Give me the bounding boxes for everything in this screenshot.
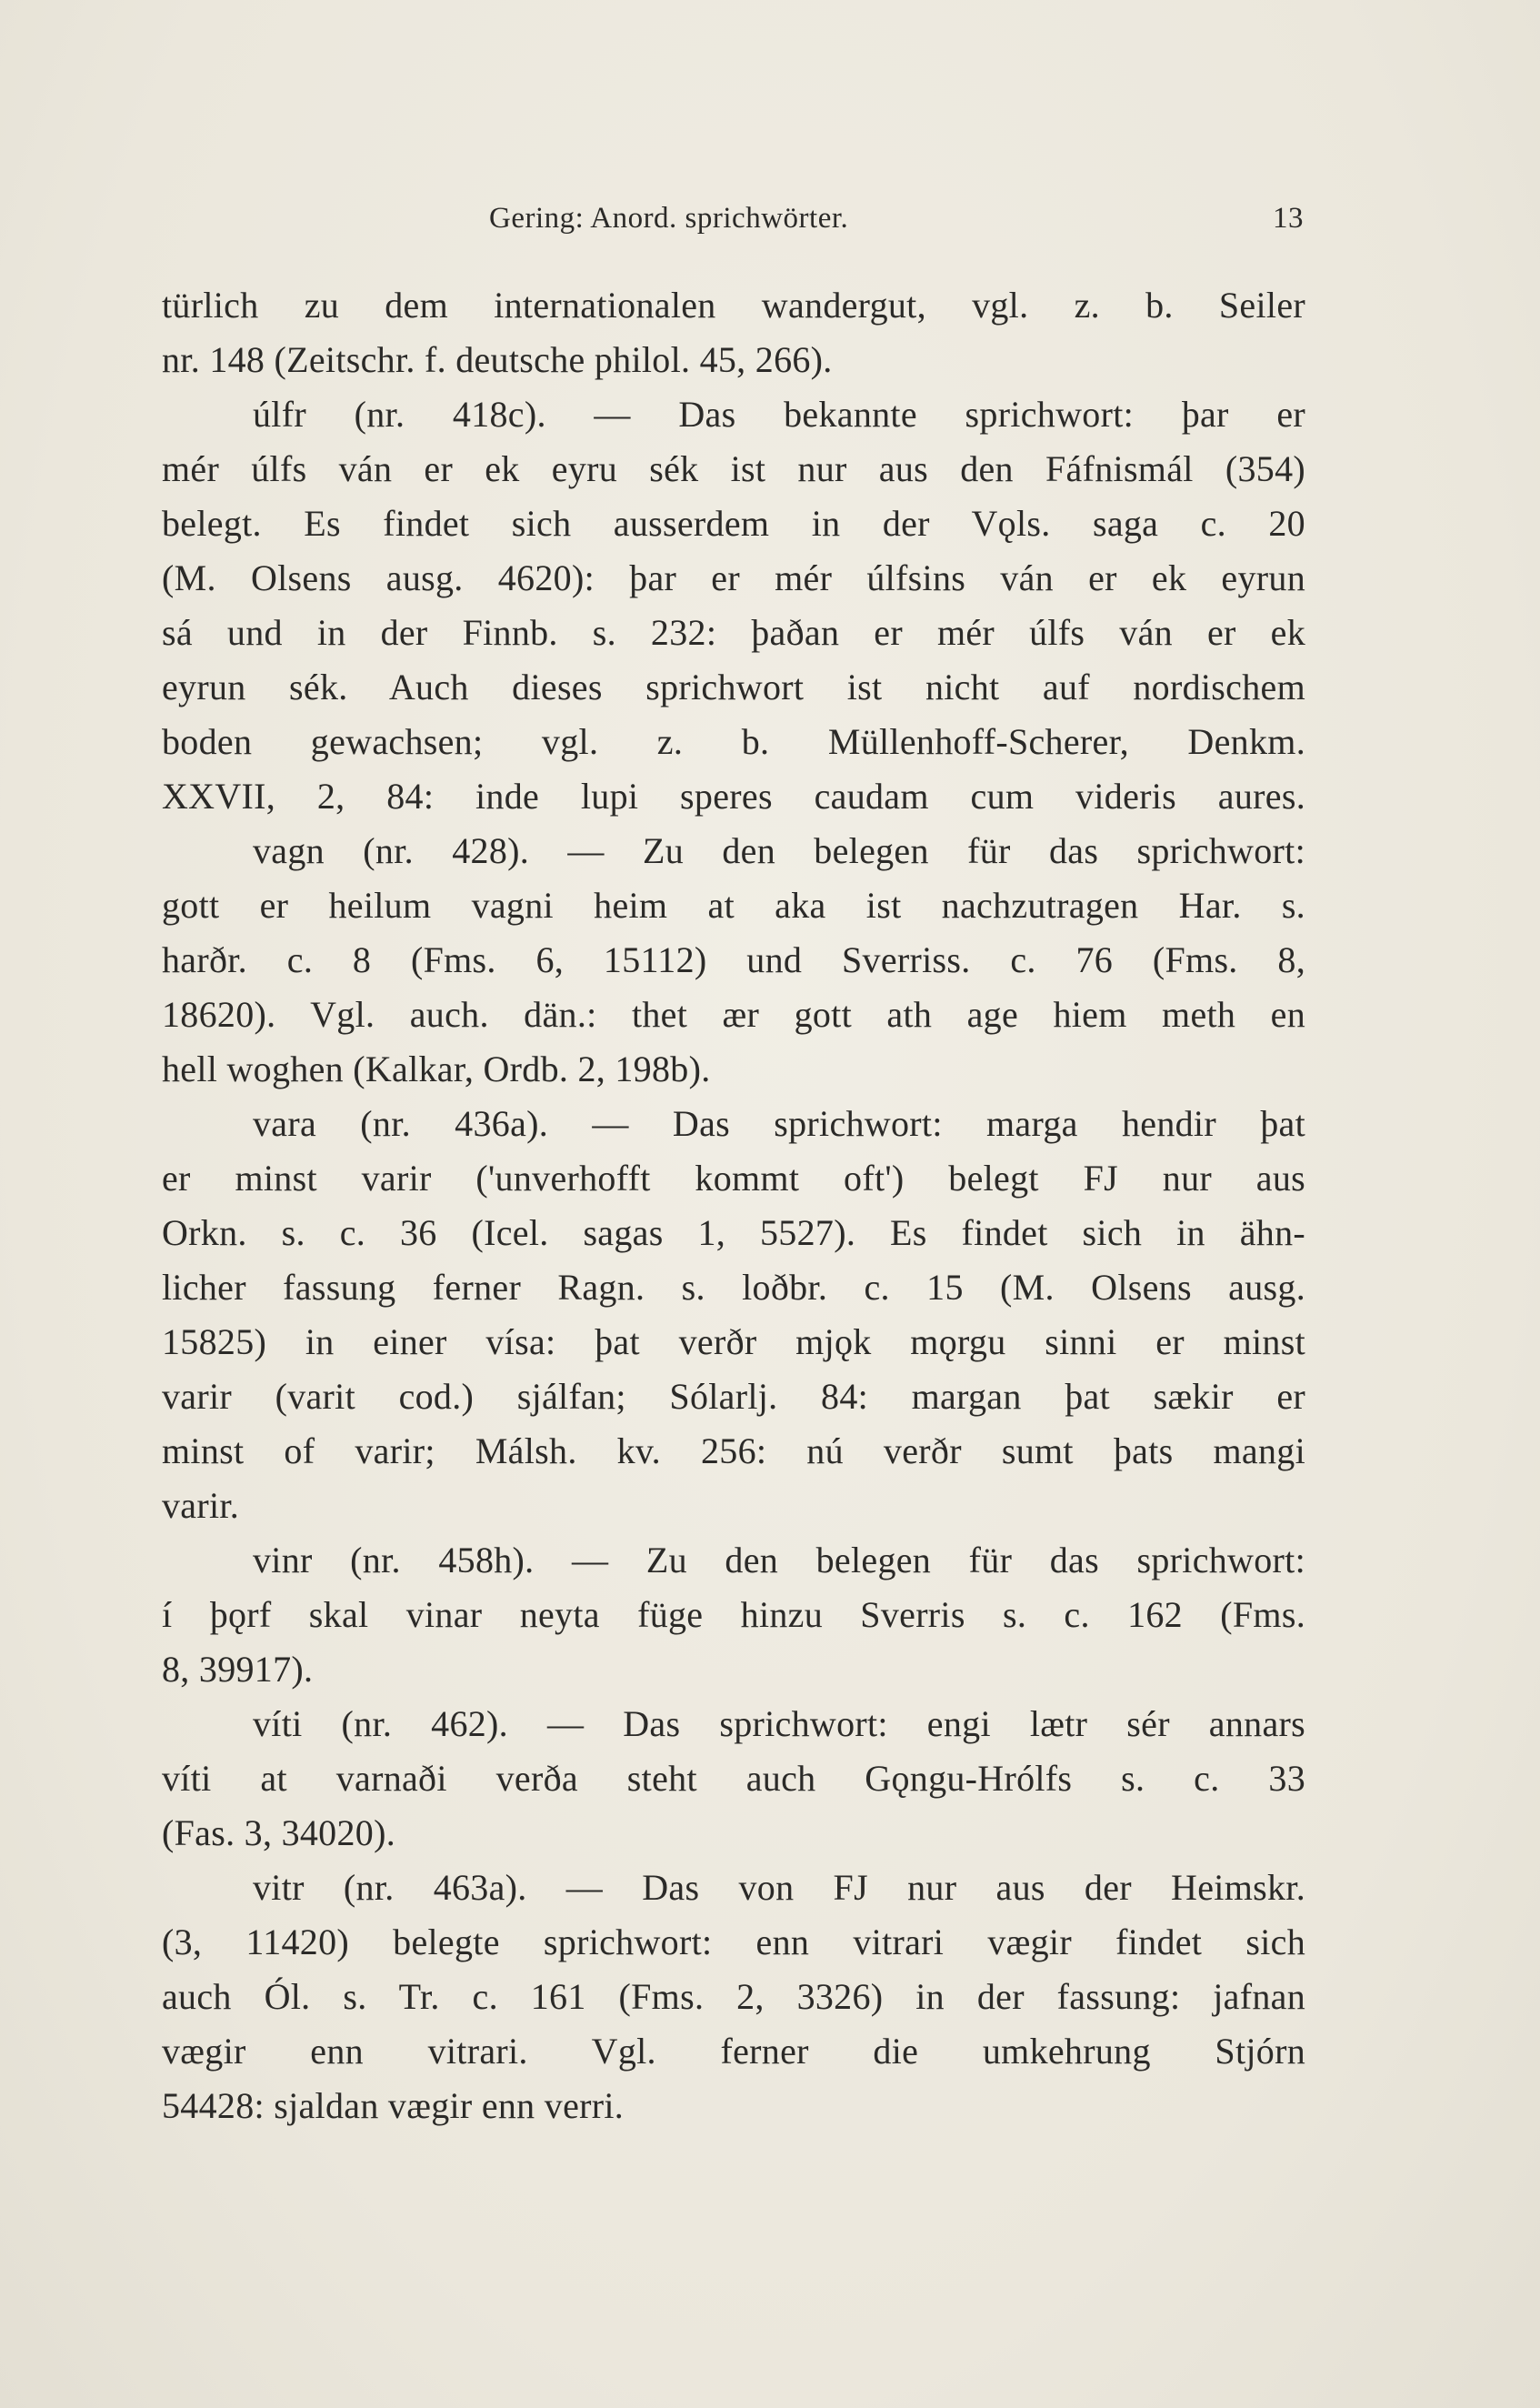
text-line: nr. 148 (Zeitschr. f. deutsche philol. 45, 266). (162, 339, 833, 380)
text-line: vægir enn vitrari. Vgl. ferner die umkehrung Stjórn (162, 2031, 1305, 2072)
text-line: 8, 39917). (162, 1649, 314, 1690)
text-line: varir (varit cod.) sjálfan; Sólarlj. 84: margan þat sækir er (162, 1376, 1305, 1417)
text-line: eyrun sék. Auch dieses sprichwort ist nicht auf nordischem (162, 667, 1305, 707)
text-line: (3, 11420) belegte sprichwort: enn vitrari vægir findet sich (162, 1921, 1305, 1962)
text-line: licher fassung ferner Ragn. s. loðbr. c. 15 (M. Olsens ausg. (162, 1267, 1305, 1308)
text-line: minst of varir; Málsh. kv. 256: nú verðr sumt þats mangi (162, 1430, 1305, 1471)
text-line: türlich zu dem internationalen wandergut, vgl. z. b. Seiler (162, 285, 1305, 326)
text-line: Orkn. s. c. 36 (Icel. sagas 1, 5527). Es findet sich in ähn- (162, 1212, 1305, 1253)
entry-vitr: vitr (nr. 463a). — Das von FJ nur aus der Heimskr. (253, 1867, 1305, 1908)
text-line: XXVII, 2, 84: inde lupi speres caudam cum videris aures. (162, 776, 1305, 817)
text-line: er minst varir ('unverhofft kommt oft') belegt FJ nur aus (162, 1158, 1305, 1199)
page-number: 13 (1273, 202, 1304, 235)
text-line: belegt. Es findet sich ausserdem in der Vǫls. saga c. 20 (162, 503, 1305, 544)
text-line: (M. Olsens ausg. 4620): þar er mér úlfsins ván er ek eyrun (162, 557, 1305, 598)
text-line: sá und in der Finnb. s. 232: þaðan er mér úlfs ván er ek (162, 612, 1305, 653)
text-line: 54428: sjaldan vægir enn verri. (162, 2085, 625, 2126)
running-head (162, 202, 1304, 247)
entry-vara: vara (nr. 436a). — Das sprichwort: marga hendir þat (253, 1103, 1305, 1144)
text-line: (Fas. 3, 34020). (162, 1812, 396, 1853)
text-line: hell woghen (Kalkar, Ordb. 2, 198b). (162, 1048, 711, 1089)
entry-vagn: vagn (nr. 428). — Zu den belegen für das sprichwort: (253, 830, 1305, 871)
text-line: í þǫrf skal vinar neyta füge hinzu Sverris s. c. 162 (Fms. (162, 1594, 1305, 1635)
text-line: varir. (162, 1485, 240, 1526)
text-line: boden gewachsen; vgl. z. b. Müllenhoff-Scherer, Denkm. (162, 721, 1305, 762)
text-line: víti at varnaði verða steht auch Gǫngu-Hrólfs s. c. 33 (162, 1758, 1305, 1799)
text-line: auch Ól. s. Tr. c. 161 (Fms. 2, 3326) in der fassung: jafnan (162, 1976, 1305, 2017)
entry-vinr: vinr (nr. 458h). — Zu den belegen für das sprichwort: (253, 1540, 1305, 1580)
text-line: gott er heilum vagni heim at aka ist nachzutragen Har. s. (162, 885, 1305, 926)
entry-ulfr: úlfr (nr. 418c). — Das bekannte sprichwort: þar er (253, 394, 1305, 435)
text-line: mér úlfs ván er ek eyru sék ist nur aus den Fáfnismál (354) (162, 448, 1305, 489)
entry-viti: víti (nr. 462). — Das sprichwort: engi lætr sér annars (253, 1703, 1305, 1744)
text-line: harðr. c. 8 (Fms. 6, 15112) und Sverriss. c. 76 (Fms. 8, (162, 939, 1305, 980)
text-line: 18620). Vgl. auch. dän.: thet ær gott ath age hiem meth en (162, 994, 1305, 1035)
running-head-title: Gering: Anord. sprichwörter. (489, 202, 849, 235)
body-text (162, 278, 1305, 2133)
text-line: 15825) in einer vísa: þat verðr mjǫk mǫrgu sinni er minst (162, 1321, 1305, 1362)
